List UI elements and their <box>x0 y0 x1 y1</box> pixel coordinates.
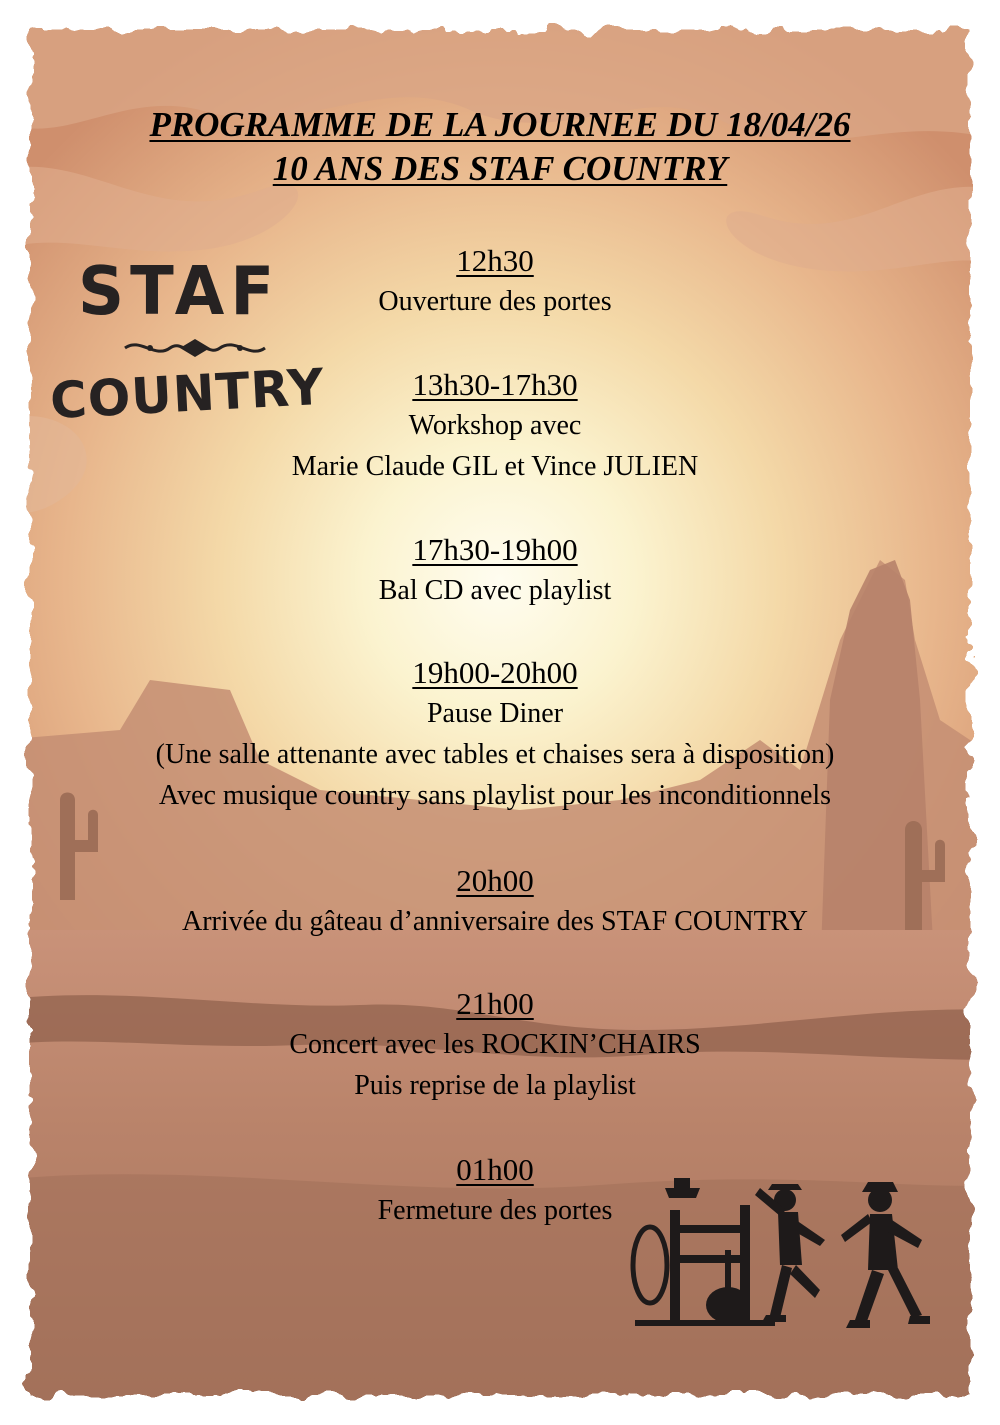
event-time: 13h30-17h30 <box>412 367 578 402</box>
event-description: Marie Claude GIL et Vince JULIEN <box>291 451 699 482</box>
event-description: Pause Diner <box>426 698 564 729</box>
event-time: 12h30 <box>456 243 534 278</box>
event-time: 21h00 <box>456 986 534 1021</box>
event-description: Arrivée du gâteau d’anniversaire des STAF COUNTRY <box>181 906 809 937</box>
event-time: 01h00 <box>456 1152 534 1187</box>
event-description: Bal CD avec playlist <box>378 575 612 606</box>
event-description: Workshop avec <box>408 410 582 441</box>
event-time: 19h00-20h00 <box>412 655 578 690</box>
event-item <box>0 983 990 1106</box>
poster-title <box>0 103 1000 191</box>
logo-word-country: COUNTRY <box>48 357 327 431</box>
event-description: Concert avec les ROCKIN’CHAIRS <box>289 1029 701 1060</box>
event-description: Ouverture des portes <box>378 286 612 317</box>
event-time: 20h00 <box>456 863 534 898</box>
event-item <box>0 652 990 816</box>
event-description: (Une salle attenante avec tables et chaises sera à disposition) <box>155 739 835 770</box>
logo-word-staf: STAF <box>78 253 281 331</box>
title-line-date: PROGRAMME DE LA JOURNEE DU 18/04/26 <box>149 105 851 144</box>
title-line-anniversary: 10 ANS DES STAF COUNTRY <box>272 149 728 188</box>
event-description: Fermeture des portes <box>377 1195 613 1226</box>
cowboy-dancers-icon <box>630 1170 950 1370</box>
event-description: Puis reprise de la playlist <box>354 1070 636 1101</box>
event-item <box>0 529 990 611</box>
event-item <box>0 364 990 487</box>
event-description: Avec musique country sans playlist pour les inconditionnels <box>158 780 832 811</box>
event-item <box>0 860 990 942</box>
event-item <box>0 240 990 322</box>
ornament-icon <box>120 335 270 361</box>
event-time: 17h30-19h00 <box>412 532 578 567</box>
